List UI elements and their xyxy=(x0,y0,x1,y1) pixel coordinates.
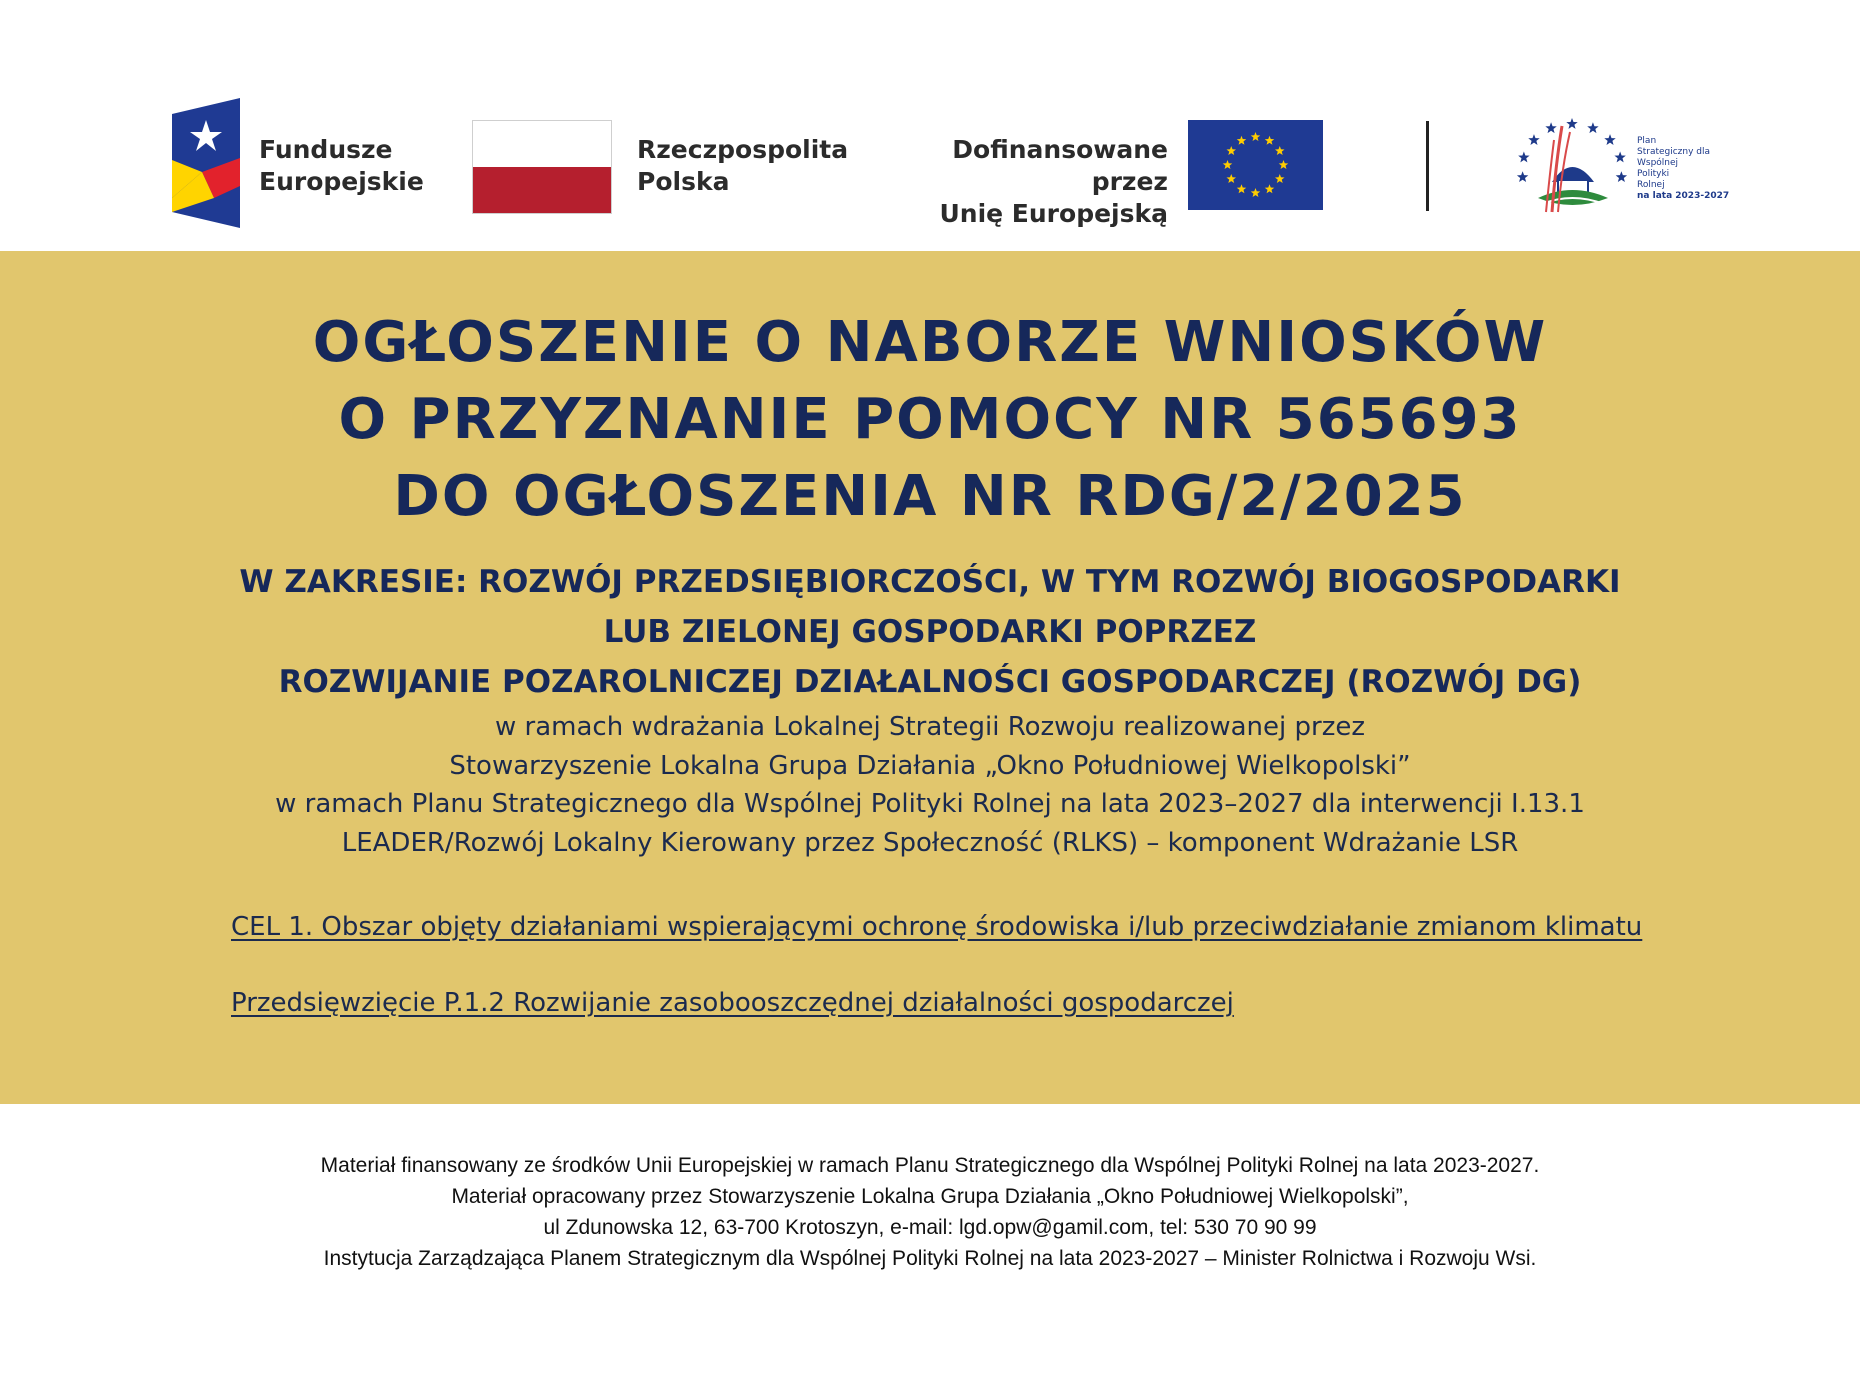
context-line: LEADER/Rozwój Lokalny Kierowany przez Społeczność (RLKS) – komponent Wdrażanie LSR xyxy=(341,827,1519,858)
scope-line: LUB ZIELONEJ GOSPODARKI POPRZEZ xyxy=(603,614,1257,650)
plan-star-icon xyxy=(1566,118,1577,129)
announcement-scope xyxy=(0,557,1860,707)
plan-strategiczny-label: Plan Strategiczny dla Wspólnej Polityki Rolnej na lata 2023-2027 xyxy=(1637,136,1730,201)
footer-notice xyxy=(0,1150,1860,1274)
logo-divider xyxy=(1426,121,1429,211)
footer-line: ul Zdunowska 12, 63-700 Krotoszyn, e-mail: lgd.opw@gamil.com, tel: 530 70 90 99 xyxy=(543,1216,1317,1239)
announcement-context xyxy=(0,708,1860,862)
plan-star-icon xyxy=(1518,152,1529,163)
eu-cofinanced-label: Dofinansowane przez Unię Europejską xyxy=(939,135,1168,228)
title-line: OGŁOSZENIE O NABORZE WNIOSKÓW xyxy=(312,310,1548,375)
announcement-title xyxy=(0,304,1860,535)
undertaking-link[interactable]: Przedsięwzięcie P.1.2 Rozwijanie zasobooszczędnej działalności gospodarczej xyxy=(231,988,1234,1018)
polish-flag xyxy=(472,120,612,214)
rzeczpospolita-polska-label: Rzeczpospolita Polska xyxy=(637,135,849,196)
logo-bar xyxy=(0,0,1860,250)
plan-star-icon xyxy=(1604,134,1615,145)
context-line: w ramach wdrażania Lokalnej Strategii Rozwoju realizowanej przez xyxy=(495,712,1365,742)
title-line: DO OGŁOSZENIA NR RDG/2/2025 xyxy=(393,464,1467,529)
context-line: Stowarzyszenie Lokalna Grupa Działania „Okno Południowej Wielkopolski” xyxy=(449,750,1411,781)
plan-star-icon xyxy=(1587,122,1598,133)
footer-line: Materiał opracowany przez Stowarzyszenie Lokalna Grupa Działania „Okno Południowej Wielkopolski”, xyxy=(451,1185,1409,1208)
scope-line: ROZWIJANIE POZAROLNICZEJ DZIAŁALNOŚCI GOSPODARCZEJ (ROZWÓJ DG) xyxy=(278,664,1582,700)
fundusze-europejskie-label: Fundusze Europejskie xyxy=(259,135,424,196)
eu-flag-icon xyxy=(1188,120,1323,210)
footer-line: Materiał finansowany ze środków Unii Europejskiej w ramach Planu Strategicznego dla Wspólnej Polityki Rolnej na lata 2023-2027. xyxy=(320,1154,1540,1177)
title-line: O PRZYZNANIE POMOCY NR 565693 xyxy=(338,387,1522,452)
plan-strategiczny-icon xyxy=(1512,112,1632,222)
plan-star-icon xyxy=(1528,134,1539,145)
plan-star-icon xyxy=(1616,171,1627,182)
scope-line: W ZAKRESIE: ROZWÓJ PRZEDSIĘBIORCZOŚCI, W TYM ROZWÓJ BIOGOSPODARKI xyxy=(239,564,1621,600)
plan-star-icon xyxy=(1545,122,1556,133)
plan-star-icon xyxy=(1614,152,1625,163)
plan-star-icon xyxy=(1517,171,1528,182)
context-line: w ramach Planu Strategicznego dla Wspólnej Polityki Rolnej na lata 2023–2027 dla interwencji I.13.1 xyxy=(275,789,1585,819)
goal-link[interactable]: CEL 1. Obszar objęty działaniami wspierającymi ochronę środowiska i/lub przeciwdziałanie zmianom klimatu xyxy=(231,912,1643,942)
footer-line: Instytucja Zarządzająca Planem Strategicznym dla Wspólnej Polityki Rolnej na lata 2023-2027 – Minister Rolnictwa i Rozwoju Wsi. xyxy=(323,1247,1537,1270)
fundusze-europejskie-icon xyxy=(172,98,240,228)
